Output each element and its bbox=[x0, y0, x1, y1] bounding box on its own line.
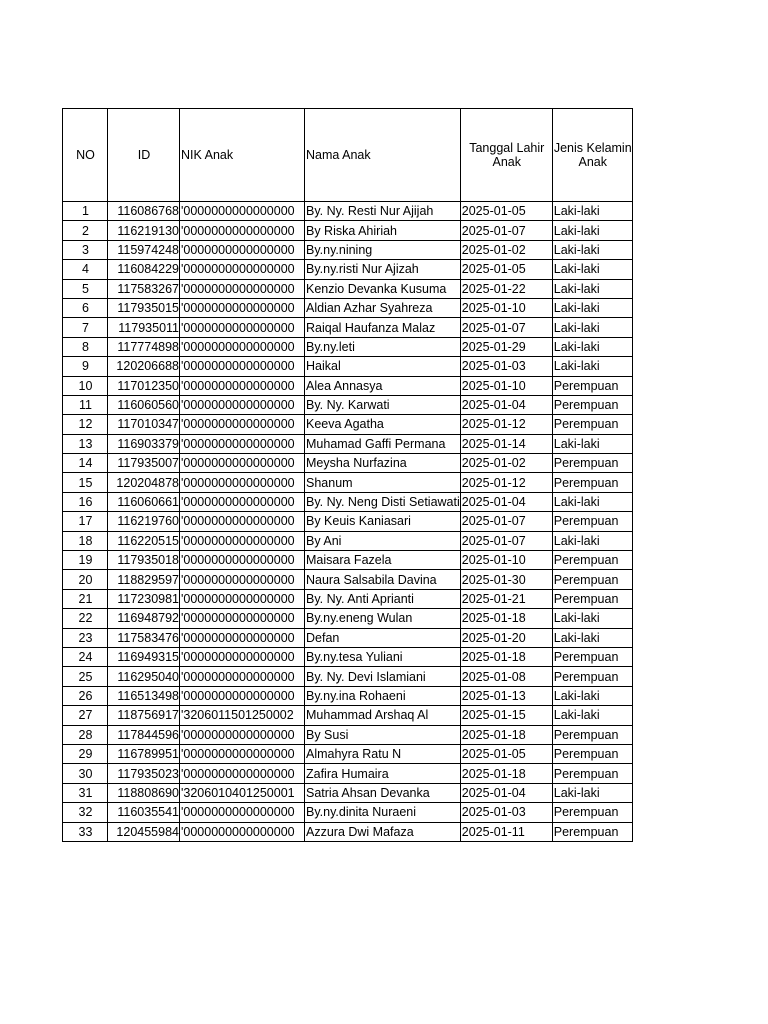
cell-nama: By.ny.tesa Yuliani bbox=[305, 647, 461, 666]
cell-id: 116060661 bbox=[108, 492, 180, 511]
cell-jenis-kelamin: Perempuan bbox=[552, 551, 632, 570]
cell-id: 117935007 bbox=[108, 454, 180, 473]
cell-id: 116060560 bbox=[108, 395, 180, 414]
cell-tanggal-lahir: 2025-01-12 bbox=[460, 473, 552, 492]
header-nama: Nama Anak bbox=[305, 109, 461, 202]
cell-id: 118829597 bbox=[108, 570, 180, 589]
cell-tanggal-lahir: 2025-01-12 bbox=[460, 415, 552, 434]
table-row bbox=[63, 240, 633, 259]
cell-nama: By Ani bbox=[305, 531, 461, 550]
cell-tanggal-lahir: 2025-01-13 bbox=[460, 686, 552, 705]
cell-nama: Raiqal Haufanza Malaz bbox=[305, 318, 461, 337]
cell-nama: Haikal bbox=[305, 357, 461, 376]
cell-nama: Zafira Humaira bbox=[305, 764, 461, 783]
table-row bbox=[63, 298, 633, 317]
cell-jenis-kelamin: Laki-laki bbox=[552, 260, 632, 279]
cell-id: 116949315 bbox=[108, 647, 180, 666]
cell-no: 5 bbox=[63, 279, 108, 298]
cell-nik: '0000000000000000 bbox=[180, 415, 305, 434]
cell-nik: '0000000000000000 bbox=[180, 434, 305, 453]
cell-tanggal-lahir: 2025-01-10 bbox=[460, 551, 552, 570]
cell-no: 24 bbox=[63, 647, 108, 666]
table-row bbox=[63, 822, 633, 841]
cell-id: 120206688 bbox=[108, 357, 180, 376]
cell-jenis-kelamin: Perempuan bbox=[552, 570, 632, 589]
cell-no: 22 bbox=[63, 609, 108, 628]
cell-no: 2 bbox=[63, 221, 108, 240]
table-row bbox=[63, 783, 633, 802]
cell-no: 18 bbox=[63, 531, 108, 550]
cell-no: 12 bbox=[63, 415, 108, 434]
cell-nama: Almahyra Ratu N bbox=[305, 744, 461, 763]
table-row bbox=[63, 512, 633, 531]
cell-nik: '0000000000000000 bbox=[180, 337, 305, 356]
cell-tanggal-lahir: 2025-01-03 bbox=[460, 803, 552, 822]
cell-tanggal-lahir: 2025-01-14 bbox=[460, 434, 552, 453]
cell-nik: '0000000000000000 bbox=[180, 647, 305, 666]
table-row bbox=[63, 570, 633, 589]
cell-tanggal-lahir: 2025-01-04 bbox=[460, 492, 552, 511]
cell-tanggal-lahir: 2025-01-02 bbox=[460, 240, 552, 259]
cell-nama: Muhammad Arshaq Al bbox=[305, 706, 461, 725]
cell-jenis-kelamin: Laki-laki bbox=[552, 628, 632, 647]
cell-jenis-kelamin: Laki-laki bbox=[552, 202, 632, 221]
table-row bbox=[63, 725, 633, 744]
cell-nama: Naura Salsabila Davina bbox=[305, 570, 461, 589]
cell-jenis-kelamin: Laki-laki bbox=[552, 783, 632, 802]
cell-jenis-kelamin: Laki-laki bbox=[552, 298, 632, 317]
cell-id: 117774898 bbox=[108, 337, 180, 356]
cell-tanggal-lahir: 2025-01-07 bbox=[460, 512, 552, 531]
cell-nama: Defan bbox=[305, 628, 461, 647]
cell-no: 1 bbox=[63, 202, 108, 221]
cell-id: 117583476 bbox=[108, 628, 180, 647]
cell-nama: Maisara Fazela bbox=[305, 551, 461, 570]
table-row bbox=[63, 473, 633, 492]
cell-jenis-kelamin: Laki-laki bbox=[552, 434, 632, 453]
cell-no: 23 bbox=[63, 628, 108, 647]
cell-nik: '0000000000000000 bbox=[180, 531, 305, 550]
table-row bbox=[63, 647, 633, 666]
cell-jenis-kelamin: Perempuan bbox=[552, 822, 632, 841]
cell-nik: '3206010401250001 bbox=[180, 783, 305, 802]
cell-nik: '3206011501250002 bbox=[180, 706, 305, 725]
cell-jenis-kelamin: Perempuan bbox=[552, 512, 632, 531]
cell-nik: '0000000000000000 bbox=[180, 492, 305, 511]
cell-tanggal-lahir: 2025-01-05 bbox=[460, 260, 552, 279]
cell-id: 117935023 bbox=[108, 764, 180, 783]
table-row bbox=[63, 434, 633, 453]
cell-nama: By. Ny. Karwati bbox=[305, 395, 461, 414]
cell-nama: Alea Annasya bbox=[305, 376, 461, 395]
cell-nik: '0000000000000000 bbox=[180, 609, 305, 628]
table-row bbox=[63, 803, 633, 822]
cell-id: 118808690 bbox=[108, 783, 180, 802]
cell-nama: Muhamad Gaffi Permana bbox=[305, 434, 461, 453]
cell-nama: Aldian Azhar Syahreza bbox=[305, 298, 461, 317]
cell-nik: '0000000000000000 bbox=[180, 551, 305, 570]
cell-jenis-kelamin: Perempuan bbox=[552, 667, 632, 686]
cell-id: 117935018 bbox=[108, 551, 180, 570]
cell-id: 116295040 bbox=[108, 667, 180, 686]
cell-nik: '0000000000000000 bbox=[180, 357, 305, 376]
cell-no: 33 bbox=[63, 822, 108, 841]
cell-nik: '0000000000000000 bbox=[180, 240, 305, 259]
cell-tanggal-lahir: 2025-01-18 bbox=[460, 609, 552, 628]
cell-no: 11 bbox=[63, 395, 108, 414]
cell-nik: '0000000000000000 bbox=[180, 376, 305, 395]
cell-nik: '0000000000000000 bbox=[180, 512, 305, 531]
cell-tanggal-lahir: 2025-01-18 bbox=[460, 725, 552, 744]
table-body bbox=[63, 202, 633, 842]
cell-no: 32 bbox=[63, 803, 108, 822]
cell-tanggal-lahir: 2025-01-29 bbox=[460, 337, 552, 356]
cell-nama: Meysha Nurfazina bbox=[305, 454, 461, 473]
cell-jenis-kelamin: Perempuan bbox=[552, 764, 632, 783]
table-row bbox=[63, 744, 633, 763]
cell-jenis-kelamin: Laki-laki bbox=[552, 492, 632, 511]
cell-nama: By. Ny. Devi Islamiani bbox=[305, 667, 461, 686]
cell-nik: '0000000000000000 bbox=[180, 454, 305, 473]
cell-id: 117935011 bbox=[108, 318, 180, 337]
cell-tanggal-lahir: 2025-01-07 bbox=[460, 221, 552, 240]
cell-nik: '0000000000000000 bbox=[180, 725, 305, 744]
cell-jenis-kelamin: Laki-laki bbox=[552, 240, 632, 259]
cell-nik: '0000000000000000 bbox=[180, 744, 305, 763]
cell-no: 3 bbox=[63, 240, 108, 259]
cell-nik: '0000000000000000 bbox=[180, 395, 305, 414]
cell-no: 19 bbox=[63, 551, 108, 570]
cell-id: 116220515 bbox=[108, 531, 180, 550]
cell-tanggal-lahir: 2025-01-18 bbox=[460, 764, 552, 783]
cell-nama: By. Ny. Resti Nur Ajijah bbox=[305, 202, 461, 221]
table-row bbox=[63, 764, 633, 783]
cell-jenis-kelamin: Laki-laki bbox=[552, 279, 632, 298]
cell-id: 115974248 bbox=[108, 240, 180, 259]
cell-nama: Shanum bbox=[305, 473, 461, 492]
header-nik: NIK Anak bbox=[180, 109, 305, 202]
table-row bbox=[63, 415, 633, 434]
cell-tanggal-lahir: 2025-01-07 bbox=[460, 531, 552, 550]
cell-id: 116948792 bbox=[108, 609, 180, 628]
cell-no: 7 bbox=[63, 318, 108, 337]
cell-id: 117010347 bbox=[108, 415, 180, 434]
cell-jenis-kelamin: Perempuan bbox=[552, 725, 632, 744]
cell-no: 17 bbox=[63, 512, 108, 531]
cell-nik: '0000000000000000 bbox=[180, 822, 305, 841]
cell-nama: By.ny.leti bbox=[305, 337, 461, 356]
cell-no: 14 bbox=[63, 454, 108, 473]
table-row bbox=[63, 706, 633, 725]
cell-id: 120204878 bbox=[108, 473, 180, 492]
cell-id: 116084229 bbox=[108, 260, 180, 279]
header-id: ID bbox=[108, 109, 180, 202]
cell-nama: By Riska Ahiriah bbox=[305, 221, 461, 240]
cell-no: 25 bbox=[63, 667, 108, 686]
table-row bbox=[63, 260, 633, 279]
table-row bbox=[63, 376, 633, 395]
cell-id: 120455984 bbox=[108, 822, 180, 841]
table-row bbox=[63, 202, 633, 221]
data-table bbox=[62, 108, 633, 842]
cell-tanggal-lahir: 2025-01-04 bbox=[460, 395, 552, 414]
cell-nik: '0000000000000000 bbox=[180, 570, 305, 589]
cell-no: 27 bbox=[63, 706, 108, 725]
cell-no: 6 bbox=[63, 298, 108, 317]
cell-no: 21 bbox=[63, 589, 108, 608]
cell-jenis-kelamin: Laki-laki bbox=[552, 318, 632, 337]
cell-tanggal-lahir: 2025-01-21 bbox=[460, 589, 552, 608]
cell-nik: '0000000000000000 bbox=[180, 279, 305, 298]
cell-id: 116035541 bbox=[108, 803, 180, 822]
cell-nama: Kenzio Devanka Kusuma bbox=[305, 279, 461, 298]
cell-nama: By.ny.eneng Wulan bbox=[305, 609, 461, 628]
cell-jenis-kelamin: Laki-laki bbox=[552, 337, 632, 356]
cell-nik: '0000000000000000 bbox=[180, 473, 305, 492]
cell-nama: By. Ny. Neng Disti Setiawati bbox=[305, 492, 461, 511]
cell-tanggal-lahir: 2025-01-07 bbox=[460, 318, 552, 337]
cell-nik: '0000000000000000 bbox=[180, 764, 305, 783]
cell-tanggal-lahir: 2025-01-08 bbox=[460, 667, 552, 686]
cell-nama: Satria Ahsan Devanka bbox=[305, 783, 461, 802]
cell-jenis-kelamin: Perempuan bbox=[552, 803, 632, 822]
cell-nama: By Susi bbox=[305, 725, 461, 744]
cell-nama: By.ny.risti Nur Ajizah bbox=[305, 260, 461, 279]
cell-no: 28 bbox=[63, 725, 108, 744]
cell-jenis-kelamin: Perempuan bbox=[552, 744, 632, 763]
cell-id: 117935015 bbox=[108, 298, 180, 317]
cell-tanggal-lahir: 2025-01-10 bbox=[460, 376, 552, 395]
cell-jenis-kelamin: Perempuan bbox=[552, 376, 632, 395]
table-row bbox=[63, 318, 633, 337]
header-row bbox=[63, 109, 633, 202]
cell-nik: '0000000000000000 bbox=[180, 318, 305, 337]
cell-nik: '0000000000000000 bbox=[180, 298, 305, 317]
cell-jenis-kelamin: Laki-laki bbox=[552, 221, 632, 240]
cell-id: 116789951 bbox=[108, 744, 180, 763]
cell-no: 9 bbox=[63, 357, 108, 376]
cell-id: 116219760 bbox=[108, 512, 180, 531]
cell-tanggal-lahir: 2025-01-05 bbox=[460, 744, 552, 763]
cell-tanggal-lahir: 2025-01-11 bbox=[460, 822, 552, 841]
header-no: NO bbox=[63, 109, 108, 202]
cell-nama: By. Ny. Anti Aprianti bbox=[305, 589, 461, 608]
cell-nama: By.ny.nining bbox=[305, 240, 461, 259]
cell-tanggal-lahir: 2025-01-18 bbox=[460, 647, 552, 666]
table-row bbox=[63, 221, 633, 240]
cell-id: 117230981 bbox=[108, 589, 180, 608]
table-row bbox=[63, 395, 633, 414]
cell-jenis-kelamin: Perempuan bbox=[552, 647, 632, 666]
cell-nama: Azzura Dwi Mafaza bbox=[305, 822, 461, 841]
cell-no: 20 bbox=[63, 570, 108, 589]
cell-jenis-kelamin: Perempuan bbox=[552, 415, 632, 434]
cell-nik: '0000000000000000 bbox=[180, 589, 305, 608]
cell-no: 29 bbox=[63, 744, 108, 763]
cell-nama: By.ny.ina Rohaeni bbox=[305, 686, 461, 705]
cell-id: 118756917 bbox=[108, 706, 180, 725]
cell-id: 116513498 bbox=[108, 686, 180, 705]
table-row bbox=[63, 337, 633, 356]
cell-no: 13 bbox=[63, 434, 108, 453]
table-row bbox=[63, 609, 633, 628]
cell-id: 116086768 bbox=[108, 202, 180, 221]
table-row bbox=[63, 686, 633, 705]
cell-no: 30 bbox=[63, 764, 108, 783]
cell-tanggal-lahir: 2025-01-04 bbox=[460, 783, 552, 802]
cell-nik: '0000000000000000 bbox=[180, 803, 305, 822]
cell-tanggal-lahir: 2025-01-22 bbox=[460, 279, 552, 298]
cell-no: 4 bbox=[63, 260, 108, 279]
cell-jenis-kelamin: Laki-laki bbox=[552, 686, 632, 705]
cell-id: 117012350 bbox=[108, 376, 180, 395]
cell-no: 10 bbox=[63, 376, 108, 395]
cell-nama: By Keuis Kaniasari bbox=[305, 512, 461, 531]
cell-no: 15 bbox=[63, 473, 108, 492]
cell-nik: '0000000000000000 bbox=[180, 202, 305, 221]
cell-jenis-kelamin: Perempuan bbox=[552, 589, 632, 608]
cell-jenis-kelamin: Laki-laki bbox=[552, 609, 632, 628]
cell-nik: '0000000000000000 bbox=[180, 221, 305, 240]
cell-jenis-kelamin: Laki-laki bbox=[552, 531, 632, 550]
cell-tanggal-lahir: 2025-01-15 bbox=[460, 706, 552, 725]
header-tanggal-lahir: Tanggal Lahir Anak bbox=[460, 109, 552, 202]
table-row bbox=[63, 454, 633, 473]
header-jenis-kelamin: Jenis Kelamin Anak bbox=[552, 109, 632, 202]
cell-nama: Keeva Agatha bbox=[305, 415, 461, 434]
table-row bbox=[63, 357, 633, 376]
cell-tanggal-lahir: 2025-01-03 bbox=[460, 357, 552, 376]
cell-nik: '0000000000000000 bbox=[180, 667, 305, 686]
cell-jenis-kelamin: Laki-laki bbox=[552, 357, 632, 376]
cell-jenis-kelamin: Perempuan bbox=[552, 395, 632, 414]
cell-tanggal-lahir: 2025-01-10 bbox=[460, 298, 552, 317]
table-row bbox=[63, 492, 633, 511]
cell-nik: '0000000000000000 bbox=[180, 628, 305, 647]
cell-id: 116903379 bbox=[108, 434, 180, 453]
cell-id: 117844596 bbox=[108, 725, 180, 744]
cell-tanggal-lahir: 2025-01-20 bbox=[460, 628, 552, 647]
cell-tanggal-lahir: 2025-01-30 bbox=[460, 570, 552, 589]
cell-tanggal-lahir: 2025-01-05 bbox=[460, 202, 552, 221]
cell-tanggal-lahir: 2025-01-02 bbox=[460, 454, 552, 473]
cell-no: 16 bbox=[63, 492, 108, 511]
table-row bbox=[63, 531, 633, 550]
cell-id: 116219130 bbox=[108, 221, 180, 240]
cell-no: 26 bbox=[63, 686, 108, 705]
cell-nik: '0000000000000000 bbox=[180, 686, 305, 705]
cell-jenis-kelamin: Laki-laki bbox=[552, 706, 632, 725]
table-row bbox=[63, 667, 633, 686]
cell-no: 8 bbox=[63, 337, 108, 356]
table-row bbox=[63, 589, 633, 608]
cell-jenis-kelamin: Perempuan bbox=[552, 454, 632, 473]
table-row bbox=[63, 628, 633, 647]
cell-nama: By.ny.dinita Nuraeni bbox=[305, 803, 461, 822]
cell-id: 117583267 bbox=[108, 279, 180, 298]
cell-no: 31 bbox=[63, 783, 108, 802]
table-row bbox=[63, 279, 633, 298]
cell-jenis-kelamin: Perempuan bbox=[552, 473, 632, 492]
table-row bbox=[63, 551, 633, 570]
cell-nik: '0000000000000000 bbox=[180, 260, 305, 279]
